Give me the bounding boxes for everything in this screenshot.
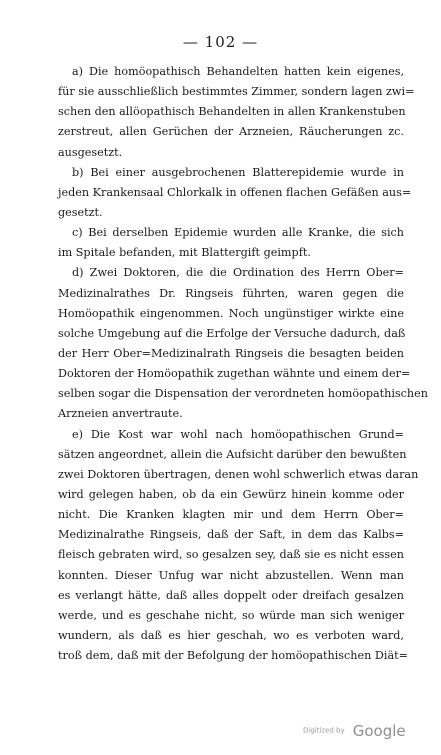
text-line: e) Die Kost war wohl nach homöopathischen Grund= (72, 427, 404, 441)
text-line: fleisch gebraten wird, so gesalzen sey, daß sie es nicht essen (58, 548, 404, 562)
text-line: c) Bei derselben Epidemie wurden alle Kranke, die sich (72, 226, 404, 240)
text-line: Arzneien anvertraute. (58, 407, 183, 421)
text-line: für sie ausschließlich bestimmtes Zimmer, sondern lagen zwi= (58, 85, 415, 99)
text-line: sätzen angeordnet, allein die Aufsicht darüber den bewußten (58, 447, 407, 461)
digitized-by-label: Digitized by (303, 726, 345, 735)
text-line: Medizinalrathes Dr. Ringseis führten, waren gegen die (58, 286, 404, 300)
text-line: Doktoren der Homöopathik zugethan wähnte und einem der= (58, 367, 411, 381)
digitization-footer (303, 720, 423, 742)
text-line: wundern, als daß es hier geschah, wo es verboten ward, (58, 628, 404, 642)
text-line: a) Die homöopathisch Behandelten hatten kein eigenes, (72, 65, 404, 78)
text-line: d) Zwei Doktoren, die die Ordination des Herrn Ober= (72, 266, 404, 280)
text-line: nicht. Die Kranken klagten mir und dem Herrn Ober= (58, 508, 404, 522)
google-logo: Google (352, 721, 406, 740)
text-line: der Herr Ober=Medizinalrath Ringseis die besagten beiden (58, 346, 404, 360)
text-line: im Spitale befanden, mit Blattergift geimpft. (58, 246, 311, 260)
text-line: ausgesetzt. (58, 145, 123, 159)
text-line: Homöopathik eingenommen. Noch ungünstiger wirkte eine (58, 306, 404, 320)
text-line: jeden Krankensaal Chlorkalk in offenen flachen Gefäßen aus= (58, 185, 412, 199)
text-line: Medizinalrathe Ringseis, daß der Saft, in dem das Kalbs= (58, 528, 404, 542)
text-line: solche Umgebung auf die Erfolge der Versuche dadurch, daß (58, 326, 406, 340)
text-line: konnten. Dieser Unfug war nicht abzustellen. Wenn man (58, 568, 404, 582)
text-line: gesetzt. (58, 205, 103, 219)
text-line: es verlangt hätte, daß alles doppelt oder dreifach gesalzen (58, 588, 404, 602)
text-line: zwei Doktoren übertragen, denen wohl schwerlich etwas daran (58, 467, 419, 481)
text-line: troß dem, daß mit der Befolgung der homöopathischen Diät= (58, 649, 408, 663)
text-line: wird gelegen haben, ob da ein Gewürz hinein komme oder (58, 487, 404, 501)
text-line: selben sogar die Dispensation der verordneten homöopathischen (58, 387, 428, 401)
page-number: — 102 — (182, 33, 259, 51)
text-line: werde, und es geschahe nicht, so würde man sich weniger (58, 608, 404, 622)
text-line: zerstreut, allen Gerüchen der Arzneien, Räucherungen zc. (58, 125, 404, 139)
body-text (58, 62, 428, 666)
text-line: schen den allöopathisch Behandelten in allen Krankenstuben (58, 105, 406, 119)
text-line: b) Bei einer ausgebrochenen Blatterepidemie wurde in (72, 165, 404, 179)
